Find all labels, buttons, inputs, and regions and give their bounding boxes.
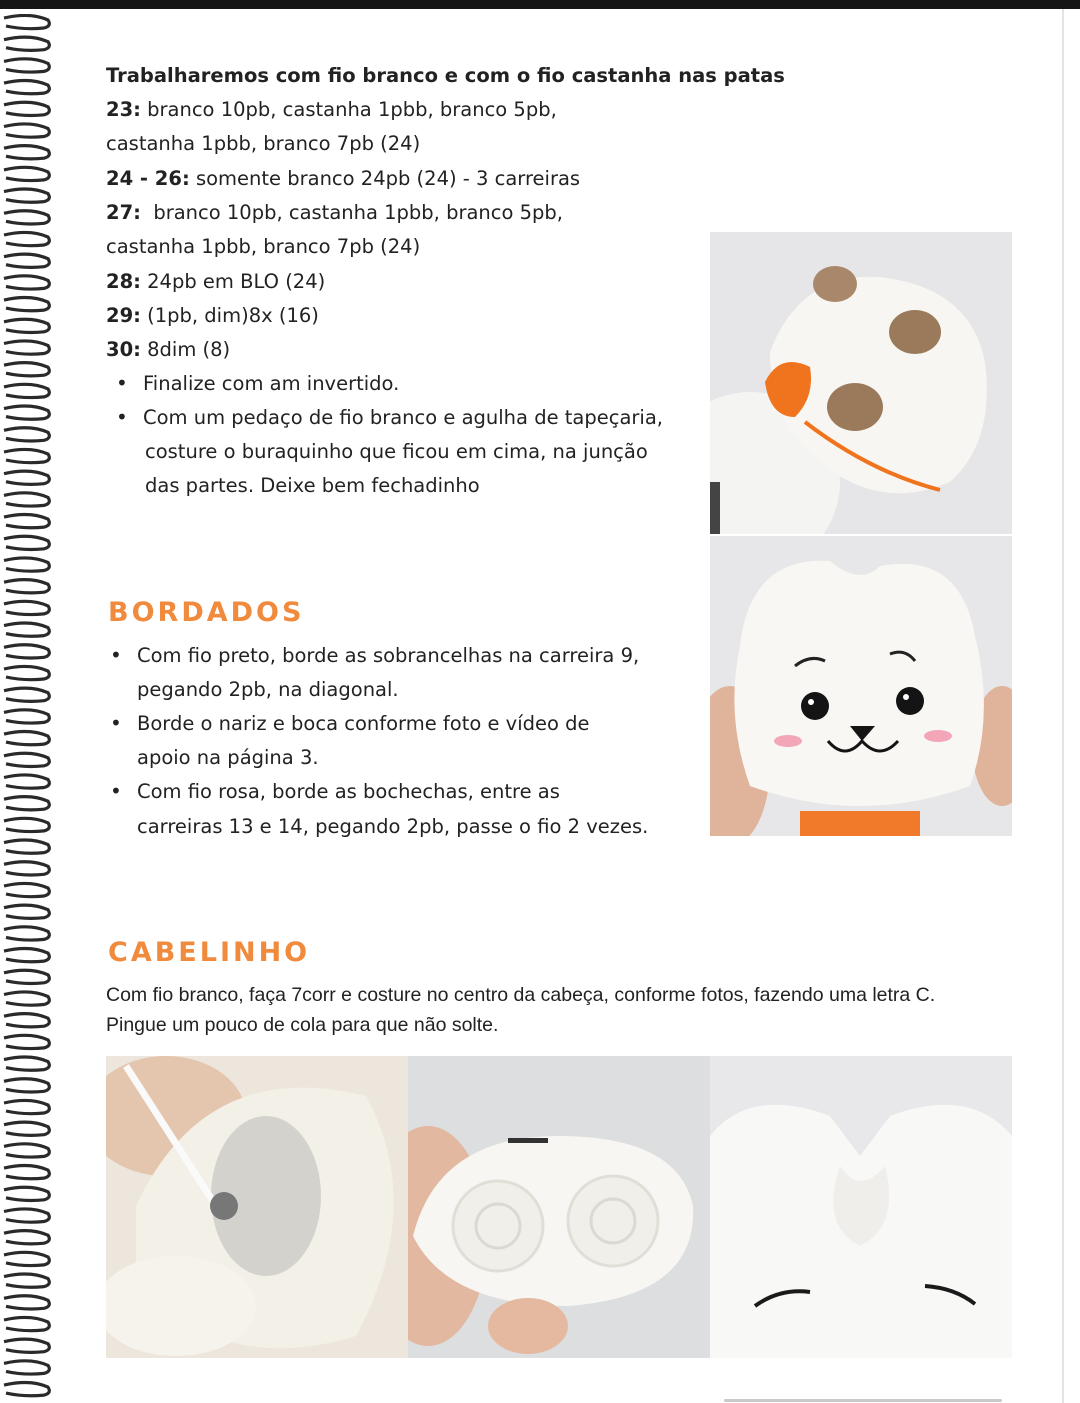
spiral-coil [4, 710, 49, 723]
row-29: 29: (1pb, dim)8x (16) [106, 304, 319, 327]
spiral-coil [4, 862, 49, 875]
spiral-coil [4, 623, 49, 636]
row-30: 30: 8dim (8) [106, 338, 231, 361]
spiral-coil [4, 536, 49, 549]
spiral-coil [4, 1122, 49, 1135]
spiral-coil [4, 124, 49, 137]
spiral-coil [4, 1339, 49, 1352]
row-27-cont: castanha 1pbb, branco 7pb (24) [106, 235, 421, 258]
spiral-coil [4, 449, 49, 462]
spiral-coil [4, 493, 49, 506]
bordados-bullet-2-line1: Borde o nariz e boca conforme foto e vídeo de [137, 712, 590, 735]
spiral-coil [4, 1383, 49, 1396]
intro-bullet-2-line1: Com um pedaço de fio branco e agulha de tapeçaria, [143, 406, 663, 429]
page-edge [1062, 9, 1064, 1403]
spiral-coil [4, 1144, 49, 1157]
photo-hair-buns [408, 1056, 710, 1358]
spiral-coil [4, 406, 49, 419]
spiral-coil [4, 102, 49, 115]
row-23-cont: castanha 1pbb, branco 7pb (24) [106, 132, 421, 155]
spiral-coil [4, 189, 49, 202]
spiral-coil [4, 1317, 49, 1330]
bullet-dot: • [110, 643, 122, 667]
section-title-bordados: BORDADOS [108, 597, 305, 628]
intro-bullet-2-line2: costure o buraquinho que ficou em cima, na junção [145, 440, 648, 463]
spiral-coil [4, 1035, 49, 1048]
cabelinho-text-line1: Com fio branco, faça 7corr e costure no centro da cabeça, conforme fotos, fazendo uma letra C. [106, 984, 936, 1006]
spiral-coil [4, 211, 49, 224]
spiral-coil [4, 146, 49, 159]
spiral-coil [4, 775, 49, 788]
spiral-coil [4, 732, 49, 745]
row-24-26: 24 - 26: somente branco 24pb (24) - 3 carreiras [106, 167, 581, 190]
spiral-coil [4, 753, 49, 766]
spiral-coil [4, 558, 49, 571]
spiral-coil [4, 645, 49, 658]
spiral-coil [4, 1100, 49, 1113]
row-28: 28: 24pb em BLO (24) [106, 270, 326, 293]
spiral-coil [4, 1252, 49, 1265]
bullet-dot: • [116, 371, 128, 395]
spiral-coil [4, 1014, 49, 1027]
bullet-dot: • [116, 405, 128, 429]
spiral-coil [4, 167, 49, 180]
spiral-coil [4, 319, 49, 332]
spiral-coil [4, 1209, 49, 1222]
spiral-binding [0, 14, 62, 1403]
spiral-coil [4, 1057, 49, 1070]
spiral-coil [4, 471, 49, 484]
bullet-dot: • [110, 779, 122, 803]
spiral-coil [4, 1166, 49, 1179]
bordados-bullet-3-line2: carreiras 13 e 14, pegando 2pb, passe o fio 2 vezes. [137, 815, 649, 838]
intro-bullet-2-line3: das partes. Deixe bem fechadinho [145, 474, 480, 497]
spiral-coil [4, 276, 49, 289]
row-23: 23: branco 10pb, castanha 1pbb, branco 5pb, [106, 98, 557, 121]
spiral-coil [4, 949, 49, 962]
spiral-coil [4, 1187, 49, 1200]
spiral-coil [4, 1231, 49, 1244]
spiral-coil [4, 883, 49, 896]
bordados-bullet-2-line2: apoio na página 3. [137, 746, 319, 769]
spiral-coil [4, 341, 49, 354]
intro-bullet-1: Finalize com am invertido. [143, 372, 400, 395]
spiral-coil [4, 818, 49, 831]
spiral-coil [4, 232, 49, 245]
spiral-coil [4, 1296, 49, 1309]
spiral-coil [4, 384, 49, 397]
photo-head-spots [710, 232, 1012, 534]
spiral-coil [4, 1361, 49, 1374]
spiral-coil [4, 688, 49, 701]
section-title-cabelinho: CABELINHO [108, 937, 311, 968]
page-footer-line [724, 1399, 1002, 1402]
spiral-coil [4, 992, 49, 1005]
cabelinho-text-line2: Pingue um pouco de cola para que não solte. [106, 1014, 499, 1036]
row-27: 27: branco 10pb, castanha 1pbb, branco 5pb, [106, 201, 563, 224]
spiral-coil [4, 428, 49, 441]
spiral-coil [4, 81, 49, 94]
spiral-coil [4, 580, 49, 593]
spiral-coil [4, 1079, 49, 1092]
spiral-coil [4, 797, 49, 810]
spiral-coil [4, 601, 49, 614]
spiral-coil [4, 905, 49, 918]
spiral-coil [4, 59, 49, 72]
bordados-bullet-1-line1: Com fio preto, borde as sobrancelhas na carreira 9, [137, 644, 640, 667]
intro-title: Trabalharemos com fio branco e com o fio castanha nas patas [106, 64, 785, 87]
photo-head-top [710, 1056, 1012, 1358]
spiral-coil [4, 927, 49, 940]
bordados-bullet-1-line2: pegando 2pb, na diagonal. [137, 678, 399, 701]
spiral-coil [4, 515, 49, 528]
spiral-coil [4, 1274, 49, 1287]
spiral-coil [4, 298, 49, 311]
bordados-bullet-3-line1: Com fio rosa, borde as bochechas, entre as [137, 780, 560, 803]
spiral-coil [4, 840, 49, 853]
bullet-dot: • [110, 711, 122, 735]
spiral-coil [4, 15, 49, 28]
photo-face [710, 536, 1012, 836]
top-bar [0, 0, 1080, 9]
spiral-coil [4, 666, 49, 679]
spiral-coil [4, 254, 49, 267]
spiral-coil [4, 37, 49, 50]
spiral-coil [4, 363, 49, 376]
photo-needle-closeup [106, 1056, 408, 1358]
spiral-coil [4, 970, 49, 983]
